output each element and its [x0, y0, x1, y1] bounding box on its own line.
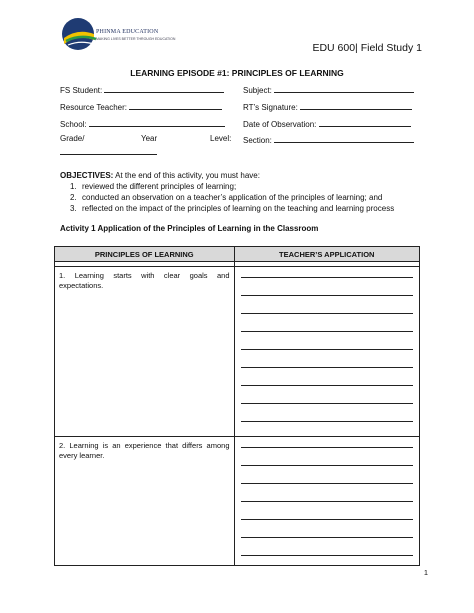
table-row — [55, 437, 420, 566]
objectives-heading: OBJECTIVES: — [60, 171, 114, 180]
year-label: Year — [141, 134, 158, 143]
activity-title: Activity 1 Application of the Principles of Learning in the Classroom — [60, 224, 319, 233]
col-principles-header: PRINCIPLES OF LEARNING — [55, 247, 235, 262]
rt-signature-label: RT’s Signature: — [243, 103, 298, 112]
application-cell[interactable] — [234, 267, 420, 437]
page-number: 1 — [423, 568, 428, 577]
activity-table — [54, 246, 420, 566]
episode-title: LEARNING EPISODE #1: PRINCIPLES OF LEARNING — [130, 68, 344, 78]
school-label: School: — [60, 120, 87, 129]
fs-student-field[interactable] — [104, 84, 224, 93]
application-cell[interactable] — [234, 437, 420, 566]
date-of-observation-field[interactable] — [319, 118, 411, 127]
table-header-row — [55, 247, 420, 262]
section-field[interactable] — [274, 134, 414, 143]
school-field[interactable] — [89, 118, 225, 127]
principle-cell: 1. Learning starts with clear goals and expectations. — [55, 267, 235, 437]
level-label: Level: — [210, 134, 232, 143]
section-label: Section: — [243, 136, 272, 145]
rt-signature-field[interactable] — [300, 101, 412, 110]
grade-label: Grade/ — [60, 134, 85, 143]
date-of-observation-label: Date of Observation: — [243, 120, 317, 129]
col-application-header: TEACHER’S APPLICATION — [234, 247, 420, 262]
logo-name: PHINMA EDUCATION — [96, 29, 159, 35]
objectives — [60, 170, 430, 214]
resource-teacher-field[interactable] — [129, 101, 222, 110]
table-row — [55, 267, 420, 437]
logo-tagline: MAKING LIVES BETTER THROUGH EDUCATION — [96, 37, 176, 41]
fs-student-label: FS Student: — [60, 86, 103, 95]
objective-item: 2. conducted an observation on a teacher’s application of the principles of learning; and — [70, 193, 383, 202]
principle-cell: 2. Learning is an experience that differs among every learner. — [55, 437, 235, 566]
subject-label: Subject: — [243, 86, 272, 95]
subject-field[interactable] — [274, 84, 414, 93]
document-code: EDU 600| Field Study 1 — [312, 42, 422, 54]
objectives-intro: At the end of this activity, you must have: — [113, 171, 260, 180]
resource-teacher-label: Resource Teacher: — [60, 103, 127, 112]
grade-year-level-field[interactable] — [60, 146, 157, 155]
objective-item: 3. reflected on the impact of the principles of learning on the teaching and learning process — [70, 204, 395, 213]
objective-item: 1. reviewed the different principles of learning; — [70, 182, 237, 191]
